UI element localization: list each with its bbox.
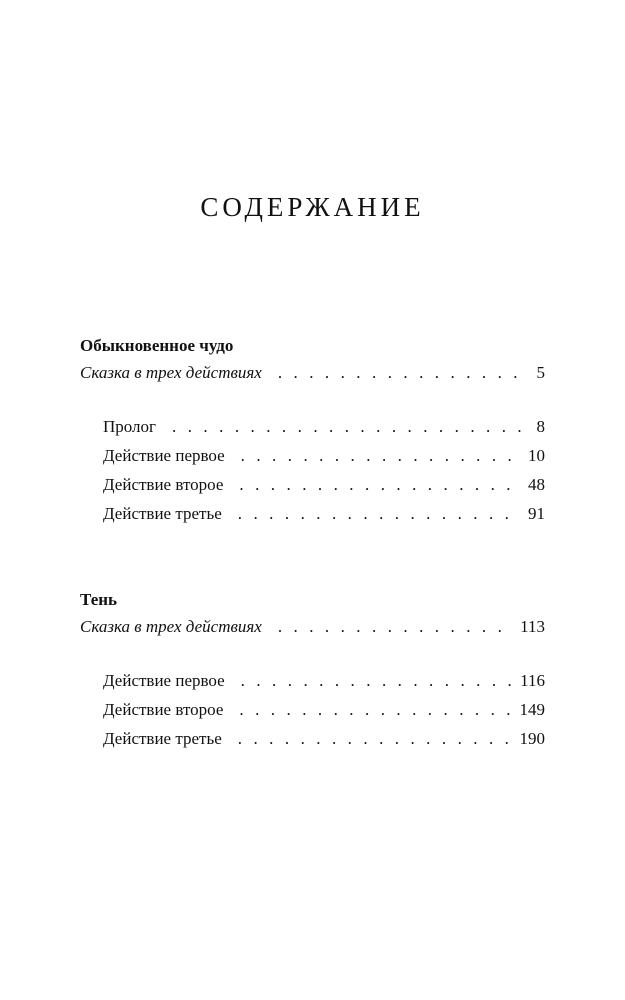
dot-leader [239, 470, 520, 499]
page-number: 5 [536, 363, 545, 382]
dot-leader [172, 412, 528, 441]
page-number: 116 [520, 671, 545, 690]
toc-entry-row[interactable] [80, 666, 545, 695]
toc-subtitle-label: Сказка в трех действиях [80, 363, 262, 382]
toc-entry-label: Действие первое [103, 446, 225, 465]
toc-entry-label: Действие второе [103, 475, 224, 494]
toc-entry-label: Действие третье [103, 504, 222, 523]
toc-entry-row[interactable] [80, 724, 545, 753]
section-title: Обыкновенное чудо [80, 336, 234, 355]
section-title: Тень [80, 590, 118, 609]
toc-section-obyknovennoe-chudo [80, 334, 545, 528]
dot-leader [278, 612, 512, 641]
page-number: 113 [520, 617, 545, 636]
page-title: СОДЕРЖАНИЕ [200, 192, 425, 222]
toc-entry-row[interactable] [80, 412, 545, 441]
page-number: 8 [536, 417, 545, 436]
dot-leader [241, 441, 520, 470]
page-number: 91 [528, 504, 545, 523]
toc-entry-label: Действие третье [103, 729, 222, 748]
page-number: 149 [519, 700, 545, 719]
toc-entry-row[interactable] [80, 499, 545, 528]
toc-section-ten [80, 588, 545, 753]
dot-leader [278, 358, 529, 387]
toc-subtitle-row[interactable] [80, 358, 545, 387]
page-number: 48 [528, 475, 545, 494]
page-number: 10 [528, 446, 545, 465]
toc-subtitle-row[interactable] [80, 612, 545, 641]
toc-entry-label: Действие первое [103, 671, 225, 690]
toc-entry-row[interactable] [80, 695, 545, 724]
toc-entry-row[interactable] [80, 470, 545, 499]
dot-leader [238, 724, 512, 753]
dot-leader [241, 666, 512, 695]
toc-entry-label: Пролог [103, 417, 157, 436]
toc-entry-label: Действие второе [103, 700, 224, 719]
toc-entry-row[interactable] [80, 441, 545, 470]
dot-leader [239, 695, 511, 724]
dot-leader [238, 499, 520, 528]
page-number: 190 [519, 729, 545, 748]
toc-subtitle-label: Сказка в трех действиях [80, 617, 262, 636]
